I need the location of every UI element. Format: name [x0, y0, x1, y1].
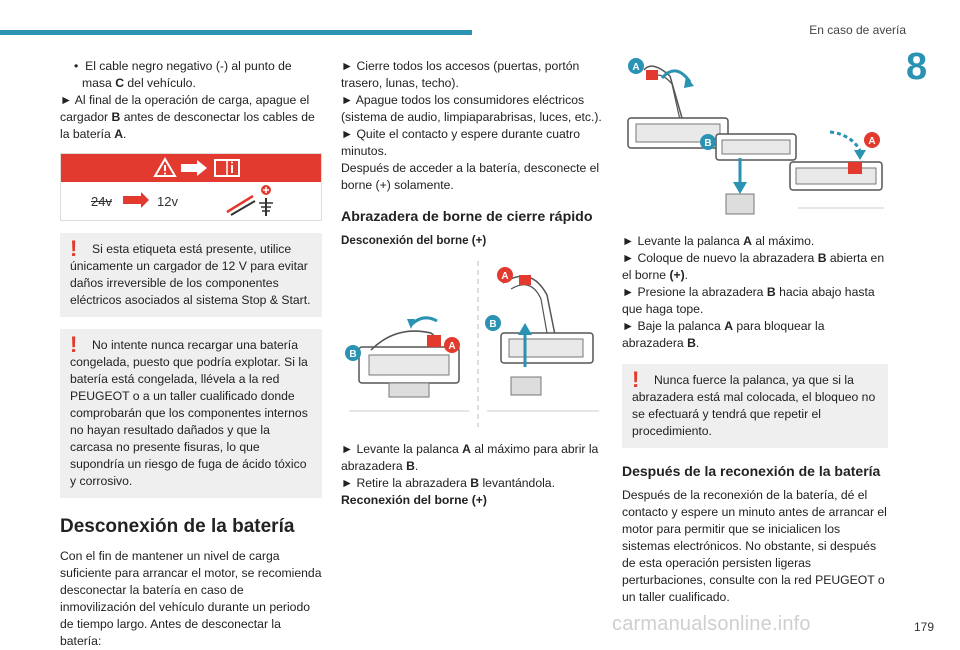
label-a: A	[448, 341, 456, 352]
step-lift-lever: ► Levante la palanca A al máximo para abrir la abrazadera B.	[341, 442, 599, 473]
voltage-strip	[61, 182, 321, 220]
after-access-text: Después de acceder a la batería, desconecte el borne (+) solamente.	[341, 161, 600, 192]
page-number: 179	[913, 620, 934, 634]
clamp-reconnect-illustration	[622, 58, 888, 223]
body-text: Con el fin de mantener un nivel de carga suficiente para arrancar el motor, se recomienda desconectar la batería en caso de inmovilización del vehículo durante un periodo de tiempo largo. Antes de desconectar la batería:	[60, 549, 322, 648]
charger-cable-icon	[227, 185, 273, 216]
arrow-right-icon	[123, 192, 149, 208]
label-b: B	[704, 138, 712, 149]
step-remove-clamp: ► Retire la abrazadera B levantándola.	[341, 476, 555, 490]
note-12v-charger: ! Si esta etiqueta está presente, utilice únicamente un cargador de 12 V para evitar daños irreversible de los componentes eléctricos asociados al sistema Stop & Start.	[60, 233, 322, 317]
label-a: A	[501, 271, 509, 282]
section-heading: Abrazadera de borne de cierre rápido	[341, 209, 593, 225]
section-heading: Después de la reconexión de la batería	[622, 463, 881, 479]
chapter-number: 8	[906, 46, 928, 88]
header-rule	[0, 30, 472, 35]
step-close-accesses: ► Cierre todos los accesos (puertas, portón trasero, lunas, techo).	[341, 59, 580, 90]
step-switch-off-consumers: ► Apague todos los consumidores eléctricos (sistema de audio, limpiaparabrisas, luces, etc.).	[341, 93, 602, 124]
note-frozen-battery: ! No intente nunca recargar una batería congelada, puesto que podría explotar. Si la batería está congelada, llévela a la red PEUGEOT o a un taller cualificado donde comprobarán que los componentes internos no hayan resultado dañados y que la carcasa no presente fisuras, lo que supondría un riesgo de fuga de ácido tóxico y corrosivo.	[60, 329, 322, 498]
step-ignition-off: ► Quite el contacto y espere durante cuatro minutos.	[341, 127, 581, 158]
column-3	[622, 58, 888, 606]
step-finish-charge: ► Al final de la operación de carga, apague el cargador B antes de desconectar los cables de la batería A.	[60, 93, 315, 141]
label-b: B	[489, 319, 497, 330]
charger-warning-label	[60, 153, 322, 221]
warning-icon: !	[632, 367, 640, 392]
voltage-24-label: 24v	[91, 194, 112, 209]
step-refit-clamp: ► Coloque de nuevo la abrazadera B abierta en el borne (+).	[622, 251, 885, 282]
step-press-clamp: ► Presione la abrazadera B hacia abajo hasta que haga tope.	[622, 285, 875, 316]
arrow-right-icon	[181, 160, 207, 176]
step-lower-lever: ► Baje la palanca A para bloquear la abrazadera B.	[622, 319, 825, 350]
warning-icon: !	[70, 236, 78, 261]
watermark: carmanualsonline.info	[612, 613, 811, 635]
label-a: A	[632, 62, 640, 73]
bullet-item: • El cable negro negativo (-) al punto de masa C del vehículo.	[74, 59, 292, 90]
label-a: A	[868, 136, 876, 147]
column-2	[341, 58, 605, 509]
step-lift-lever: ► Levante la palanca A al máximo.	[622, 234, 815, 248]
note-lever-force: ! Nunca fuerce la palanca, ya que si la abrazadera está mal colocada, el bloqueo no se efectuará y tendrá que repetir el procedimiento.	[622, 364, 888, 448]
section-title: En caso de avería	[809, 23, 906, 37]
column-1	[60, 58, 322, 650]
label-icons-strip	[61, 154, 321, 182]
section-heading: Desconexión de la batería	[60, 516, 295, 537]
bullet-mark: •	[74, 59, 79, 73]
warning-icon: !	[70, 332, 78, 357]
body-text: Después de la reconexión de la batería, dé el contacto y espere un minuto antes de arrancar el motor para permitir que se inicialicen los sistemas electrónicos. No obstante, si después de esta operación persisten ligeras perturbaciones, consulte con la red PEUGEOT o un taller cualificado.	[622, 488, 887, 604]
clamp-disconnect-illustration	[341, 255, 605, 433]
label-b: B	[349, 349, 357, 360]
manual-book-icon	[215, 160, 239, 176]
warning-triangle-icon	[155, 159, 175, 176]
voltage-12-label: 12v	[157, 194, 178, 209]
subsection-heading: Reconexión del borne (+)	[341, 493, 487, 507]
subsection-heading: Desconexión del borne (+)	[341, 234, 487, 247]
